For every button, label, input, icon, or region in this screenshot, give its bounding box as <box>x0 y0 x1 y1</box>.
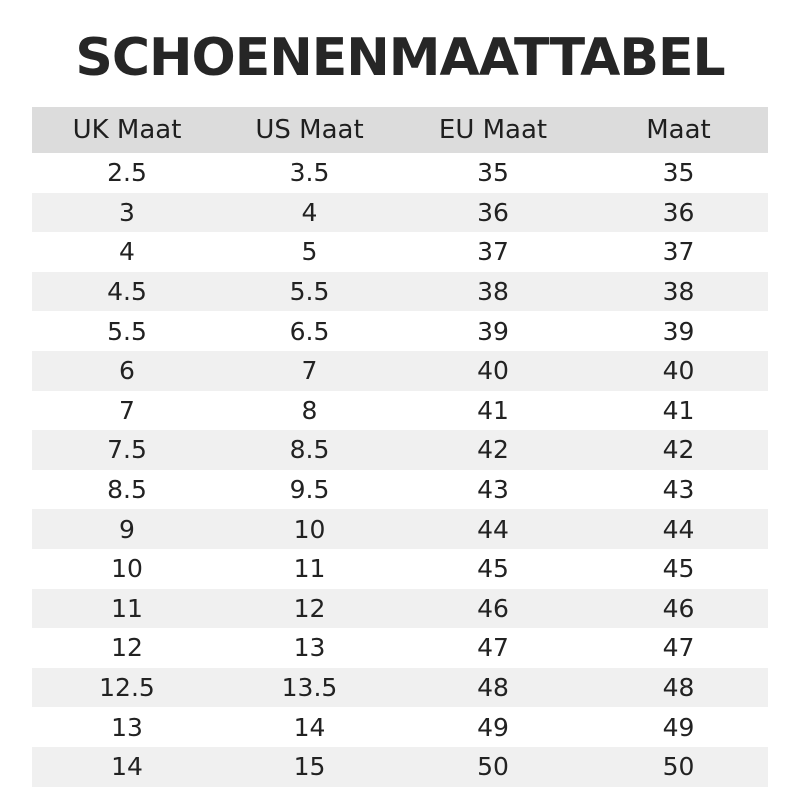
table-row <box>32 549 768 589</box>
cell-us-size: 15 <box>293 752 326 782</box>
header-uk-size: UK Maat <box>72 115 182 145</box>
cell-us-size: 9.5 <box>289 475 330 505</box>
cell-us-size: 5 <box>301 237 318 267</box>
cell-size: 43 <box>662 475 695 505</box>
cell-uk-size: 10 <box>111 554 143 584</box>
cell-us-size: 4 <box>301 197 318 227</box>
cell-uk-size: 7.5 <box>107 435 147 465</box>
cell-us-size: 13.5 <box>281 673 338 703</box>
cell-uk-size: 5.5 <box>107 316 147 346</box>
cell-eu-size: 36 <box>477 197 509 227</box>
cell-us-size: 10 <box>293 514 326 544</box>
cell-size: 47 <box>662 633 695 663</box>
cell-us-size: 14 <box>293 712 326 742</box>
cell-us-size: 13 <box>293 633 326 663</box>
cell-uk-size: 11 <box>111 593 143 623</box>
table-row <box>32 589 768 629</box>
cell-eu-size: 44 <box>477 514 509 544</box>
header-us-size: US Maat <box>255 115 364 145</box>
table-row <box>32 430 768 470</box>
cell-eu-size: 35 <box>477 158 509 188</box>
cell-us-size: 5.5 <box>289 277 330 307</box>
table-row <box>32 470 768 510</box>
table-row <box>32 628 768 668</box>
table-row <box>32 391 768 431</box>
cell-uk-size: 13 <box>111 712 143 742</box>
cell-size: 49 <box>662 712 695 742</box>
table-row <box>32 707 768 747</box>
cell-eu-size: 47 <box>477 633 509 663</box>
cell-uk-size: 14 <box>111 752 143 782</box>
cell-size: 36 <box>662 197 695 227</box>
cell-uk-size: 7 <box>119 395 135 425</box>
cell-size: 37 <box>662 237 695 267</box>
cell-eu-size: 50 <box>477 752 509 782</box>
cell-us-size: 8.5 <box>289 435 330 465</box>
cell-size: 39 <box>662 316 695 346</box>
cell-size: 44 <box>662 514 695 544</box>
cell-size: 45 <box>662 554 695 584</box>
table-row <box>32 311 768 351</box>
table-row <box>32 232 768 272</box>
cell-uk-size: 9 <box>119 514 135 544</box>
header-row <box>32 107 768 153</box>
cell-size: 48 <box>662 673 695 703</box>
cell-us-size: 6.5 <box>289 316 330 346</box>
cell-eu-size: 41 <box>477 395 509 425</box>
header-eu-size: EU Maat <box>438 115 548 145</box>
cell-size: 42 <box>662 435 695 465</box>
cell-uk-size: 2.5 <box>107 158 147 188</box>
cell-eu-size: 39 <box>477 316 509 346</box>
table-row <box>32 668 768 708</box>
cell-us-size: 3.5 <box>289 158 330 188</box>
cell-uk-size: 8.5 <box>107 475 147 505</box>
cell-eu-size: 49 <box>477 712 509 742</box>
table-body <box>32 153 768 787</box>
cell-eu-size: 40 <box>477 356 509 386</box>
cell-size: 46 <box>662 593 695 623</box>
cell-size: 41 <box>662 395 695 425</box>
cell-eu-size: 48 <box>477 673 509 703</box>
cell-us-size: 8 <box>301 395 318 425</box>
size-table <box>32 107 768 787</box>
cell-eu-size: 42 <box>477 435 509 465</box>
page-title: SCHOENENMAATTABEL <box>75 28 725 88</box>
cell-eu-size: 37 <box>477 237 509 267</box>
table-row <box>32 747 768 787</box>
table-row <box>32 153 768 193</box>
cell-size: 38 <box>662 277 695 307</box>
header-size: Maat <box>646 115 711 145</box>
cell-us-size: 7 <box>301 356 318 386</box>
cell-eu-size: 46 <box>477 593 509 623</box>
table-row <box>32 509 768 549</box>
cell-uk-size: 4.5 <box>107 277 147 307</box>
cell-uk-size: 4 <box>119 237 135 267</box>
table-header <box>32 107 768 153</box>
cell-us-size: 11 <box>293 554 326 584</box>
cell-eu-size: 38 <box>477 277 509 307</box>
cell-size: 35 <box>662 158 695 188</box>
cell-eu-size: 45 <box>477 554 509 584</box>
cell-eu-size: 43 <box>477 475 509 505</box>
cell-uk-size: 12.5 <box>99 673 155 703</box>
cell-size: 40 <box>662 356 695 386</box>
cell-uk-size: 6 <box>119 356 135 386</box>
table-row <box>32 351 768 391</box>
cell-size: 50 <box>662 752 695 782</box>
cell-us-size: 12 <box>293 593 326 623</box>
cell-uk-size: 12 <box>111 633 143 663</box>
cell-uk-size: 3 <box>119 197 135 227</box>
table-row <box>32 193 768 233</box>
table-row <box>32 272 768 312</box>
